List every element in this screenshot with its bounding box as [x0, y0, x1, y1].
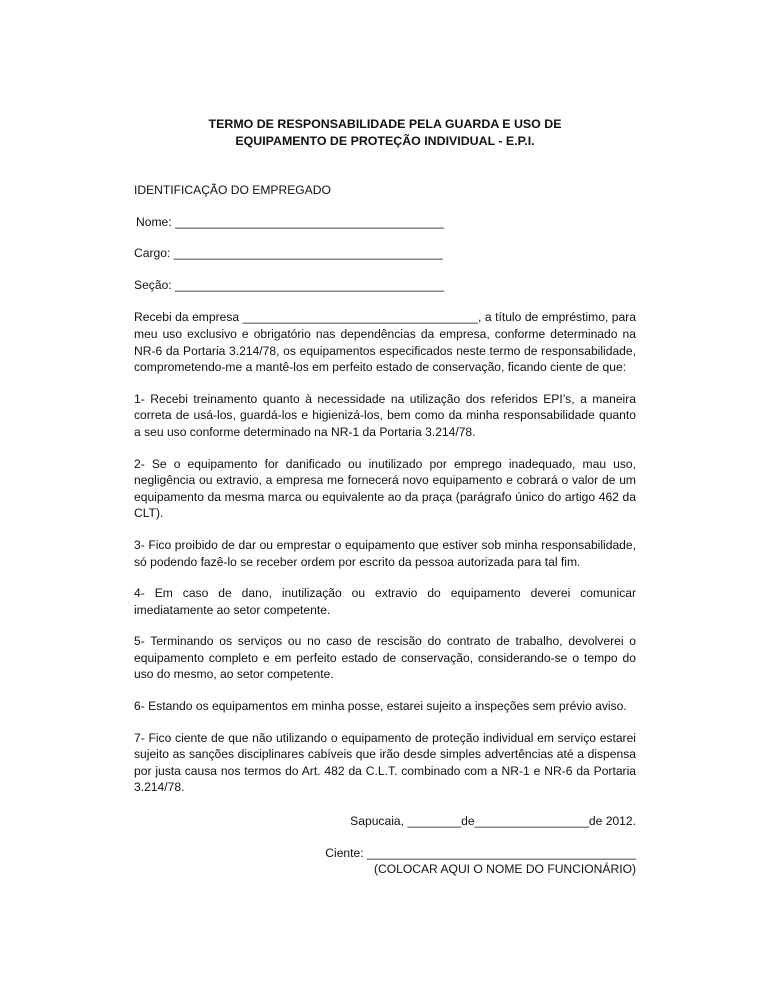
title-line-1: TERMO DE RESPONSABILIDADE PELA GUARDA E USO DE [208, 117, 562, 131]
clause-2: 2- Se o equipamento for danificado ou inutilizado por emprego inadequado, mau uso, negligência ou extravio, a empresa me fornecerá novo equipamento e cobrará o valor de um equipamento da mesma marca ou equivalente ao da praça (parágrafo único do artigo 462 da CLT). [134, 456, 636, 521]
ciente-signature-line: Ciente: ________________________________________ [325, 845, 636, 860]
clause-5: 5- Terminando os serviços ou no caso de rescisão do contrato de trabalho, devolverei o equipamento completo e em perfeito estado de conservação, considerando-se o tempo do uso do mesmo, ao setor competente. [134, 634, 636, 682]
intro-paragraph: Recebi da empresa ___________________________________, a título de empréstimo, para meu uso exclusivo e obrigatório nas dependências da empresa, conforme determinado na NR-6 da Portaria 3.214/78, os equipamentos especificados neste termo de responsabilidade, comprometendo-me a mantê-los em perfeito estado de conservação, ficando ciente de que: [134, 310, 636, 375]
clause-6: 6- Estando os equipamentos em minha posse, estarei sujeito a inspeções sem prévio aviso. [134, 699, 627, 714]
title-line-2: EQUIPAMENTO DE PROTEÇÃO INDIVIDUAL - E.P.I. [235, 134, 535, 148]
clause-3: 3- Fico proibido de dar ou emprestar o equipamento que estiver sob minha responsabilidade, só podendo fazê-lo se receber ordem por escrito da pessoa autorizada para tal fim. [134, 537, 636, 569]
ciente-caption: (COLOCAR AQUI O NOME DO FUNCIONÁRIO) [373, 862, 636, 877]
document-title [134, 116, 636, 150]
document-body [134, 116, 636, 878]
field-cargo: Cargo: ________________________________________ [134, 246, 443, 261]
date-line: Sapucaia, ________de_________________de 2012. [350, 814, 636, 829]
clause-4: 4- Em caso de dano, inutilização ou extravio do equipamento deverei comunicar imediatamente ao setor competente. [134, 586, 636, 617]
clause-7: 7- Fico ciente de que não utilizando o equipamento de proteção individual em serviço estarei sujeito as sanções disciplinares cabíveis que irão desde simples advertências até a dispensa por justa causa nos termos do Art. 482 da C.L.T. combinado com a NR-1 e NR-6 da Portaria 3.214/78. [134, 730, 636, 795]
field-secao: Seção: ________________________________________ [134, 277, 445, 292]
clause-1: 1- Recebi treinamento quanto à necessidade na utilização dos referidos EPI’s, a maneira correta de usá-los, guardá-los e higienizá-los, bem como da minha responsabilidade quanto a seu uso conforme determinado na NR-1 da Portaria 3.214/78. [134, 391, 636, 439]
field-nome: Nome: ________________________________________ [136, 214, 445, 229]
section-heading: IDENTIFICAÇÃO DO EMPREGADO [134, 183, 331, 197]
